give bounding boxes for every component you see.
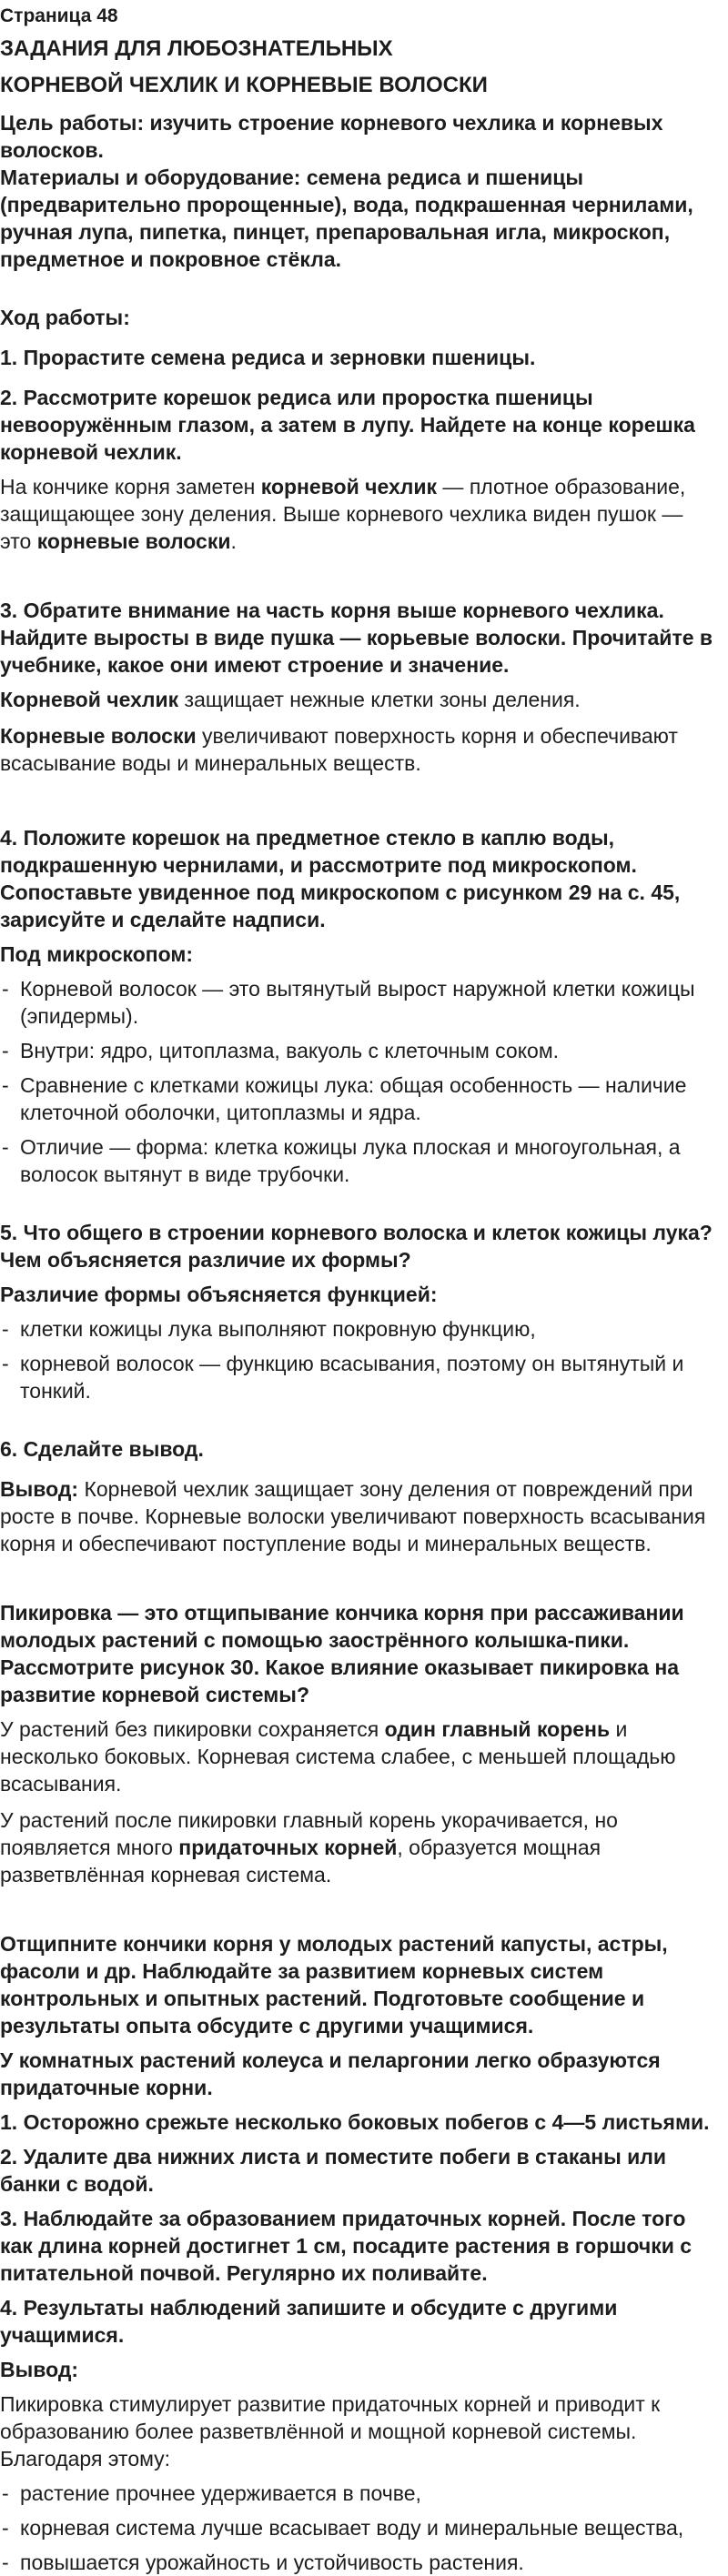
materials-text: Материалы и оборудование: семена редиса и пшеницы (предварительно пророщенные), вода, подкрашенная чернилами, ручная лупа, пипетка, пинцет, препаровальная игла, микроскоп, предметное и покровное стёкла. bbox=[0, 166, 693, 271]
list-item: - корневой волосок — функцию всасывания, поэтому он вытянутый и тонкий. bbox=[0, 1350, 719, 1404]
picking-answer-2: У растений после пикировки главный корень укорачивается, но появляется много придаточных корней, образуется мощная разветвлённая корневая система. bbox=[0, 1808, 618, 1887]
houseplant-step-1: 1. Осторожно срежьте несколько боковых побегов с 4—5 листьями. bbox=[0, 2110, 710, 2134]
houseplant-step-2: 2. Удалите два нижних листа и поместите побеги в стаканы или банки с водой. bbox=[0, 2145, 667, 2196]
list-item: - корневая система лучше всасывает воду и минеральные вещества, bbox=[0, 2514, 719, 2541]
step-2: 2. Рассмотрите корешок редиса или проростка пшеницы невооружённым глазом, а затем в лупу. Найдете на конце корешка корневой чехлик. bbox=[0, 386, 695, 464]
list-item: - повышается урожайность и устойчивость растения. bbox=[0, 2549, 719, 2576]
list-item: - Отличие — форма: клетка кожицы лука плоская и многоугольная, а волосок вытянут в виде трубочки. bbox=[0, 1133, 719, 1188]
step-2-answer: На кончике корня заметен корневой чехлик — плотное образование, защищающее зону деления. Выше корневого чехлика виден пушок — это корневые волоски. bbox=[0, 475, 686, 553]
microscope-heading: Под микроскопом: bbox=[0, 942, 194, 966]
houseplant-step-4: 4. Результаты наблюдений запишите и обсудите с другими учащимися. bbox=[0, 2296, 618, 2347]
step-3-answer-1: Корневой чехлик защищает нежные клетки зоны деления. bbox=[0, 688, 581, 711]
picking-task: Пикировка — это отщипывание кончика корня при рассаживании молодых растений с помощью заострённого колышка-пики. Рассмотрите рисунок 30. Какое влияние оказывает пикировка на развитие корневой системы? bbox=[0, 1601, 684, 1706]
picking-answer-1: У растений без пикировки сохраняется один главный корень и несколько боковых. Корневая система слабее, с меньшей площадью всасывания. bbox=[0, 1717, 676, 1796]
step-5: 5. Что общего в строении корневого волоска и клеток кожицы лука? Чем объясняется различие их формы? bbox=[0, 1221, 713, 1272]
final-list bbox=[0, 2480, 719, 2576]
step-1: 1. Прорастите семена редиса и зерновки пшеницы. bbox=[0, 346, 536, 369]
step-4: 4. Положите корешок на предметное стекло в каплю воды, подкрашенную чернилами, и рассмотрите под микроскопом. Сопоставьте увиденное под микроскопом с рисунком 29 на с. 45, зарисуйте и сделайте надписи. bbox=[0, 826, 681, 931]
page-number: Страница 48 bbox=[0, 5, 118, 26]
shape-heading: Различие формы объясняется функцией: bbox=[0, 1283, 438, 1306]
conclusion-text: Вывод: Корневой чехлик защищает зону деления от повреждений при росте в почве. Корневые волоски увеличивают поверхность всасывания корня и обеспечивают поступление воды и минеральных веществ. bbox=[0, 1477, 706, 1555]
final-heading: Вывод: bbox=[0, 2358, 79, 2381]
procedure-heading: Ход работы: bbox=[0, 306, 130, 329]
microscope-list bbox=[0, 975, 719, 1188]
pinch-task: Отщипните кончики корня у молодых растений капусты, астры, фасоли и др. Наблюдайте за развитием корневых систем контрольных и опытных растений. Подготовьте сообщение и результаты опыта обсудите с другими учащимися. bbox=[0, 1932, 668, 2038]
list-item: - Внутри: ядро, цитоплазма, вакуоль с клеточным соком. bbox=[0, 1037, 719, 1064]
document-content bbox=[0, 4, 719, 2576]
step-3-answer-2: Корневые волоски увеличивают поверхность корня и обеспечивают всасывание воды и минеральных веществ. bbox=[0, 724, 678, 775]
step-3: 3. Обратите внимание на часть корня выше корневого чехлика. Найдите выросты в виде пушка — корьевые волоски. Прочитайте в учебнике, какое они имеют строение и значение. bbox=[0, 599, 713, 677]
step-6: 6. Сделайте вывод. bbox=[0, 1437, 204, 1461]
final-text: Пикировка стимулирует развитие придаточных корней и приводит к образованию более разветвлённой и мощной корневой системы. Благодаря этому: bbox=[0, 2392, 661, 2470]
goal-text: Цель работы: изучить строение корневого чехлика и корневых волосков. bbox=[0, 111, 663, 162]
list-item: - Корневой волосок — это вытянутый вырост наружной клетки кожицы (эпидермы). bbox=[0, 975, 719, 1030]
section-title: ЗАДАНИЯ ДЛЯ ЛЮБОЗНАТЕЛЬНЫХ bbox=[0, 36, 393, 61]
houseplants-text: У комнатных растений колеуса и пеларгонии легко образуются придаточные корни. bbox=[0, 2048, 661, 2099]
list-item: - клетки кожицы лука выполняют покровную функцию, bbox=[0, 1315, 719, 1343]
shape-list bbox=[0, 1315, 719, 1404]
houseplant-step-3: 3. Наблюдайте за образованием придаточных корней. После того как длина корней достигнет 1 см, посадите растения в горшочки с питательной почвой. Регулярно их поливайте. bbox=[0, 2207, 693, 2285]
topic-title: КОРНЕВОЙ ЧЕХЛИК И КОРНЕВЫЕ ВОЛОСКИ bbox=[0, 73, 488, 97]
list-item: - растение прочнее удерживается в почве, bbox=[0, 2480, 719, 2507]
list-item: - Сравнение с клетками кожицы лука: общая особенность — наличие клеточной оболочки, цитоплазмы и ядра. bbox=[0, 1072, 719, 1126]
